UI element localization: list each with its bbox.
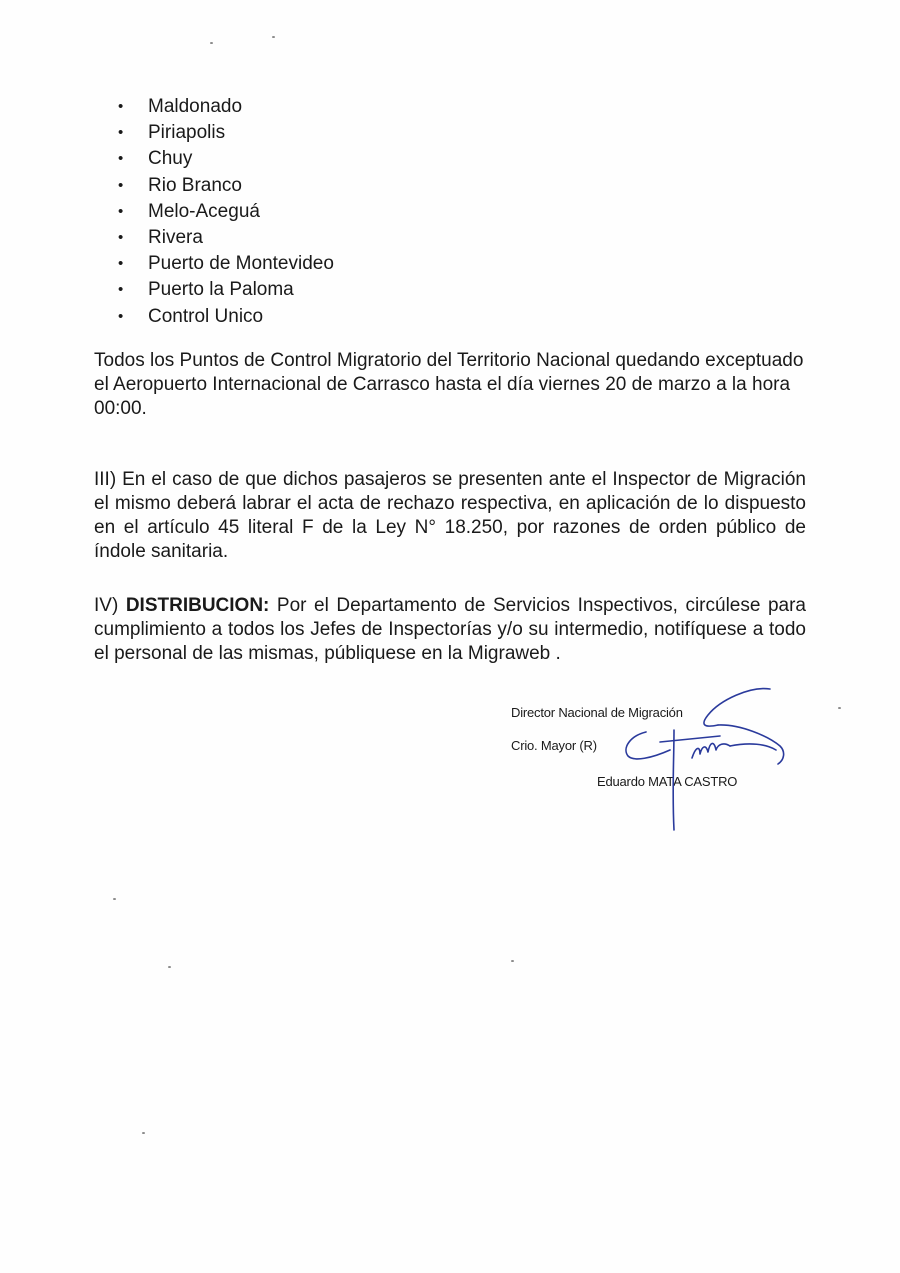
- section-iv-body: Por el Departamento de Servicios Inspectivos, circúlese para cumplimiento a todos los Jefes de Inspectorías y/o su intermedio, notifíquese a todo el personal de las mismas, públiquese en la Migraweb .: [94, 595, 806, 664]
- list-item: [118, 94, 334, 120]
- list-item: [118, 146, 334, 172]
- handwritten-signature: [600, 680, 800, 840]
- list-item: [118, 225, 334, 251]
- scan-speck: [168, 966, 171, 968]
- paragraph-control-points: Todos los Puntos de Control Migratorio del Territorio Nacional quedando exceptuado el Aeropuerto Internacional de Carrasco hasta el día viernes 20 de marzo a la hora 00:00.: [94, 350, 804, 419]
- list-item-label: Rivera: [148, 227, 203, 249]
- signatory-name: Eduardo MATA CASTRO: [597, 774, 738, 789]
- bullet-icon: •: [118, 202, 124, 220]
- bullet-icon: •: [118, 281, 124, 299]
- section-iv-prefix: IV): [94, 595, 126, 616]
- bullet-icon: •: [118, 124, 124, 142]
- scan-speck: [511, 960, 514, 962]
- section-iv-heading: DISTRIBUCION:: [125, 595, 270, 616]
- list-item-label: Rio Branco: [148, 174, 242, 196]
- bullet-icon: •: [118, 255, 124, 273]
- scan-speck: [142, 1132, 145, 1134]
- scan-speck: [838, 707, 841, 709]
- list-item: [118, 251, 334, 277]
- list-item-label: Puerto de Montevideo: [148, 253, 334, 275]
- signatory-title: Director Nacional de Migración: [511, 705, 683, 720]
- bullet-icon: •: [118, 307, 124, 325]
- list-item-label: Melo-Aceguá: [148, 200, 260, 222]
- list-item-label: Maldonado: [148, 96, 243, 117]
- list-item: [118, 304, 334, 330]
- bullet-icon: •: [118, 150, 124, 168]
- scan-speck: [272, 36, 275, 38]
- list-item: [118, 199, 334, 225]
- scan-speck: [113, 898, 116, 900]
- bullet-icon: •: [118, 229, 124, 247]
- bullet-icon: •: [118, 176, 124, 194]
- signatory-rank: Crio. Mayor (R): [511, 738, 597, 753]
- paragraph-section-iv: [94, 594, 806, 666]
- list-item-label: Piriapolis: [148, 122, 226, 144]
- bullet-icon: •: [118, 98, 124, 115]
- list-item: [118, 277, 334, 303]
- control-points-list: [118, 94, 334, 330]
- list-item: [118, 120, 334, 146]
- paragraph-section-iii: III) En el caso de que dichos pasajeros se presenten ante el Inspector de Migración el mismo deberá labrar el acta de rechazo respectiva, en aplicación de lo dispuesto en el artículo 45 literal F de la Ley N° 18.250, por razones de orden público de índole sanitaria.: [94, 469, 806, 562]
- list-item-label: Chuy: [148, 148, 193, 170]
- list-item: [118, 173, 334, 199]
- scan-speck: [210, 42, 213, 44]
- list-item-label: Control Unico: [148, 305, 264, 327]
- list-item-label: Puerto la Paloma: [148, 279, 294, 301]
